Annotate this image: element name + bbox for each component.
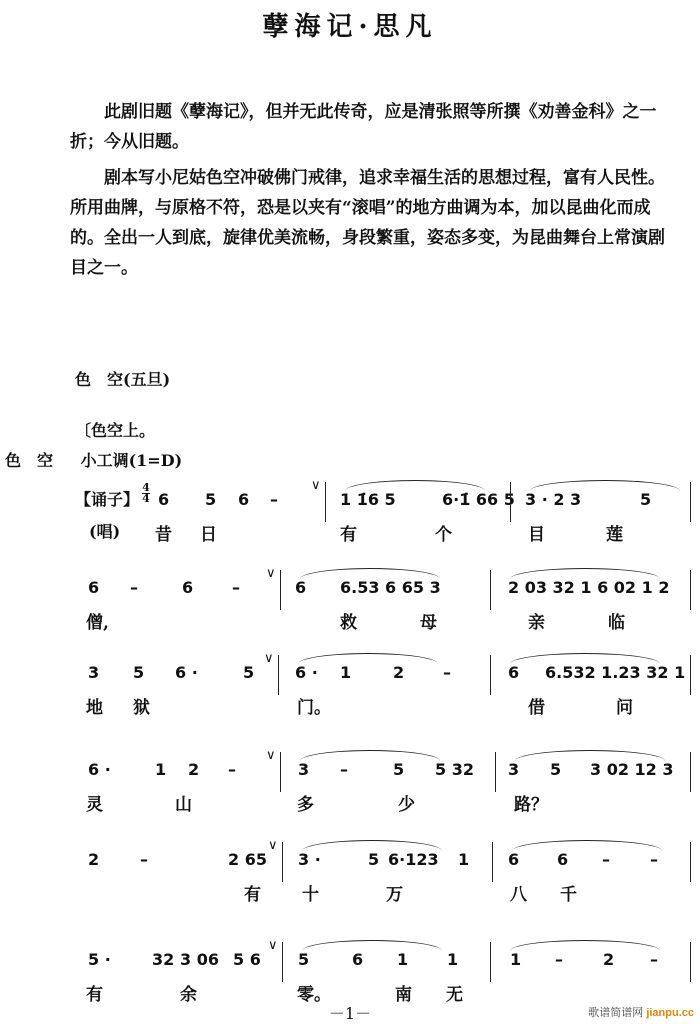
page-number: －1－ (328, 1004, 372, 1023)
note-group: 6 · (88, 760, 111, 779)
note-group: 6 (238, 490, 250, 509)
note-group: 2 (603, 950, 615, 969)
note-group: 1 (155, 760, 167, 779)
slur (510, 940, 660, 951)
note-group: 1 (397, 950, 409, 969)
note-group: 32 (152, 950, 175, 969)
note-group: 6.532 1.23 32 1 (545, 663, 686, 682)
slur (510, 568, 660, 579)
tune-line (5, 448, 182, 471)
lyric-syllable: 地 (86, 698, 103, 718)
lyric-syllable: 路？ (514, 795, 548, 815)
lyric-syllable: 莲 (606, 525, 623, 545)
page-title: 孽海记·思凡 (262, 12, 438, 42)
slur (298, 653, 438, 664)
note-group: 3 (88, 663, 100, 682)
note-group: – (650, 950, 658, 969)
lyric-syllable: 多 (297, 795, 314, 815)
slur (530, 480, 680, 491)
slur (345, 480, 485, 491)
slur (512, 840, 662, 851)
speaker-name: 色 空 (5, 451, 54, 470)
note-group: – (443, 663, 451, 682)
slur (300, 750, 440, 761)
slur (510, 653, 660, 664)
note-group: 6 (352, 950, 364, 969)
slur (302, 840, 442, 851)
note-group: 2 65 (228, 850, 267, 869)
watermark-site: jianpu.cc (646, 1007, 694, 1019)
lyric-syllable: 问 (616, 698, 633, 718)
barline (325, 482, 326, 522)
note-group: 6·1̇ 66 5 (442, 490, 515, 509)
lyric-syllable: 山 (175, 795, 192, 815)
note-group: 6 (557, 850, 569, 869)
note-group: 6 (182, 578, 194, 597)
lyric-syllable: 救 (340, 613, 357, 633)
lyric-syllable: 有 (340, 525, 357, 545)
lyric-syllable: 日 (200, 525, 217, 545)
note-group: – (130, 578, 138, 597)
intro-paragraph-2: 剧本写小尼姑色空冲破佛门戒律，追求幸福生活的思想过程，富有人民性。所用曲牌，与原格不符，恐是以夹有“滚唱”的地方曲调为本，加以昆曲化而成的。全出一人到底，旋律优美流畅，身段繁重，姿态多变，为昆曲舞台上常演剧目之一。 (70, 168, 665, 278)
note-group: 6 (508, 663, 520, 682)
lyric-syllable: 少 (398, 795, 415, 815)
role-label: 色 空(五旦) (75, 370, 171, 389)
breath-mark: ∨ (266, 748, 276, 763)
slur (302, 940, 442, 951)
lyric-syllable: 零。 (297, 985, 331, 1005)
lyric-syllable: 万 (386, 885, 403, 905)
breath-mark: ∨ (311, 478, 321, 493)
lyric-syllable: 僧, (86, 613, 109, 633)
note-group: 6.53 6 65 3 (340, 578, 441, 597)
note-group: 5 · (88, 950, 111, 969)
barline (690, 655, 691, 695)
watermark-text: 歌谱简谱网 (588, 1007, 644, 1019)
note-group: 1 1̇6 5 (340, 490, 396, 509)
barline (490, 570, 491, 610)
note-group: 5 (393, 760, 405, 779)
watermark (588, 1004, 694, 1020)
barline (282, 842, 283, 882)
lyric-syllable: 灵 (86, 795, 103, 815)
time-signature-top: 4 (142, 481, 150, 494)
note-group: 1 (340, 663, 352, 682)
note-group: 6 · (295, 663, 318, 682)
slur (300, 568, 440, 579)
barline (690, 752, 691, 792)
slur (515, 750, 665, 761)
note-group: 5 (640, 490, 652, 509)
breath-mark: ∨ (268, 838, 278, 853)
breath-mark: ∨ (266, 566, 276, 581)
lyric-syllable: 门。 (297, 698, 331, 718)
lyric-syllable: 无 (446, 985, 463, 1005)
note-group: 1 (447, 950, 459, 969)
note-group: 6 (508, 850, 520, 869)
barline (490, 942, 491, 982)
lyric-syllable: 昔 (155, 525, 172, 545)
note-group: – (555, 950, 563, 969)
note-group: 2 03 32 1 6 02 1 2 (508, 578, 670, 597)
note-group: 6 (88, 578, 100, 597)
lyric-syllable: 八 (510, 885, 527, 905)
stage-direction: 〔色空上。 (75, 421, 156, 440)
note-group: 3 02 12 3 (590, 760, 674, 779)
barline (280, 752, 281, 792)
barline (690, 482, 691, 522)
note-group: – (140, 850, 148, 869)
note-group: 5 6 (233, 950, 261, 969)
lyric-syllable: 母 (420, 613, 437, 633)
lyric-syllable: 狱 (133, 698, 150, 718)
note-group: 1 (510, 950, 522, 969)
intro-paragraph-1: 此剧旧题《孽海记》，但并无此传奇，应是清张照等所撰《劝善金科》之一折；今从旧题。 (70, 102, 657, 152)
lyric-syllable: 临 (608, 613, 625, 633)
lyric-syllable: 个 (435, 525, 452, 545)
barline (492, 842, 493, 882)
lyric-syllable: 有 (86, 985, 103, 1005)
key-signature: 小工调(1=D) (80, 451, 183, 470)
note-group: 5 (368, 850, 380, 869)
note-group: 2 (188, 760, 200, 779)
note-group: 1 (458, 850, 470, 869)
qupai-label: 【诵子】 (75, 490, 140, 509)
barline (282, 942, 283, 982)
breath-mark: ∨ (264, 651, 274, 666)
note-group: 6 (295, 578, 307, 597)
barline (690, 570, 691, 610)
time-signature-bottom: 4 (142, 492, 150, 505)
lyric-syllable: 有 (244, 885, 261, 905)
note-group: – (602, 850, 610, 869)
note-group: 2 (88, 850, 100, 869)
note-group: 5 (243, 663, 255, 682)
note-group: 5 32 (435, 760, 474, 779)
lyric-syllable: 目 (528, 525, 545, 545)
barline (278, 655, 279, 695)
note-group: 6 (158, 490, 170, 509)
note-group: 6·123 (388, 850, 439, 869)
barline (510, 482, 511, 522)
note-group: – (232, 578, 240, 597)
note-group: 5 (205, 490, 217, 509)
lyric-syllable: 亲 (528, 613, 545, 633)
note-group: 3 · 2 3 (525, 490, 582, 509)
note-group: 6 · (175, 663, 198, 682)
note-group: – (270, 490, 278, 509)
note-group: – (228, 760, 236, 779)
lyric-syllable: 千 (560, 885, 577, 905)
note-group: 3 06 (180, 950, 219, 969)
note-group: 3 (298, 760, 310, 779)
barline (690, 842, 691, 882)
note-group: 2 (393, 663, 405, 682)
breath-mark: ∨ (268, 938, 278, 953)
note-group: 5 (133, 663, 145, 682)
barline (495, 752, 496, 792)
note-group: – (650, 850, 658, 869)
note-group: – (340, 760, 348, 779)
note-group: 5 (550, 760, 562, 779)
lyric-syllable: 借 (528, 698, 545, 718)
chang-marker: (唱) (89, 522, 121, 541)
lyric-syllable: 十 (302, 885, 319, 905)
note-group: 3 · (298, 850, 321, 869)
note-group: 3 (508, 760, 520, 779)
note-group: 5 (298, 950, 310, 969)
barline (690, 942, 691, 982)
time-signature (142, 483, 150, 504)
barline (280, 570, 281, 610)
barline (490, 655, 491, 695)
lyric-syllable: 南 (395, 985, 412, 1005)
lyric-syllable: 余 (180, 985, 197, 1005)
